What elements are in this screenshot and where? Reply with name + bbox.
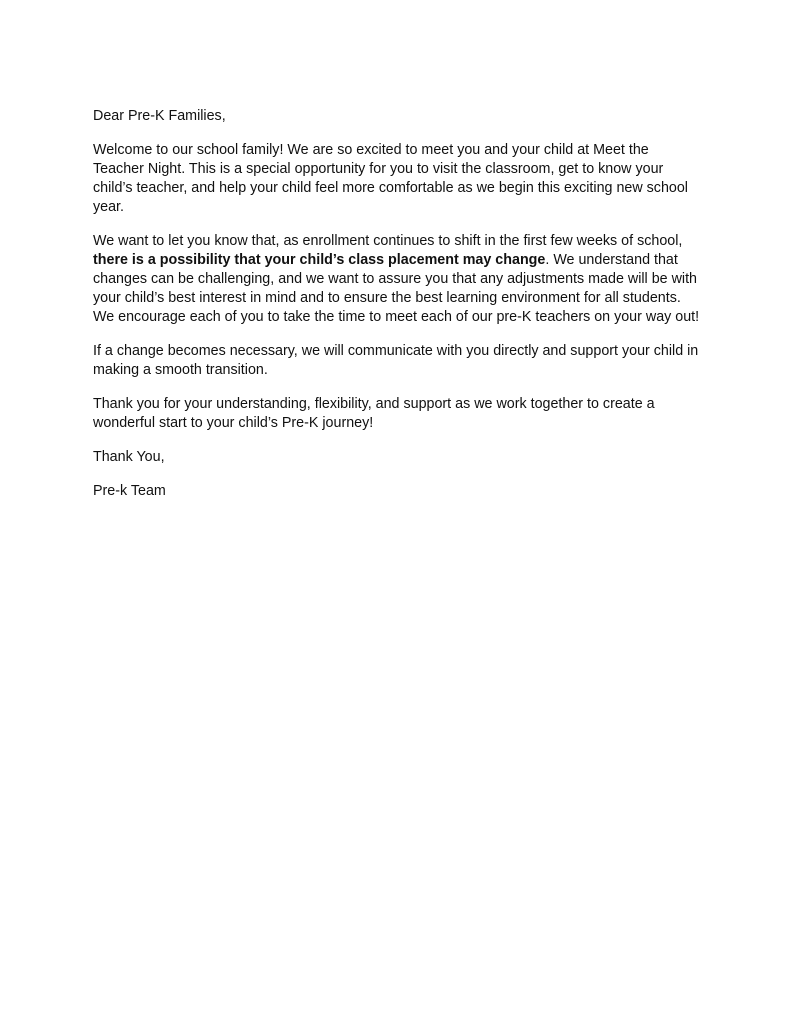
communication-paragraph: If a change becomes necessary, we will communicate with you directly and support your child in making a smooth transition. bbox=[93, 343, 699, 378]
closing: Thank You, bbox=[93, 449, 165, 465]
placement-paragraph bbox=[93, 232, 703, 327]
placement-paragraph-intro: We want to let you know that, as enrollment continues to shift in the first few weeks of school, bbox=[93, 233, 683, 249]
letter-body bbox=[93, 107, 703, 516]
placement-paragraph-rest: . We understand that changes can be challenging, and we want to assure you that any adjustments made will be with your child’s best interest in mind and to ensure the best learning environment for all students. We encourage each of you to take the time to meet each of our pre-K teachers on your way out! bbox=[93, 252, 700, 325]
signature: Pre-k Team bbox=[93, 483, 166, 499]
thanks-paragraph: Thank you for your understanding, flexibility, and support as we work together to create a wonderful start to your child’s Pre-K journey! bbox=[93, 396, 655, 431]
welcome-paragraph: Welcome to our school family! We are so excited to meet you and your child at Meet the Teacher Night. This is a special opportunity for you to visit the classroom, get to know your child’s teacher, and help your child feel more comfortable as we begin this exciting new school year. bbox=[93, 142, 688, 215]
salutation: Dear Pre-K Families, bbox=[93, 108, 226, 124]
placement-notice-bold: there is a possibility that your child’s class placement may change bbox=[93, 252, 546, 268]
